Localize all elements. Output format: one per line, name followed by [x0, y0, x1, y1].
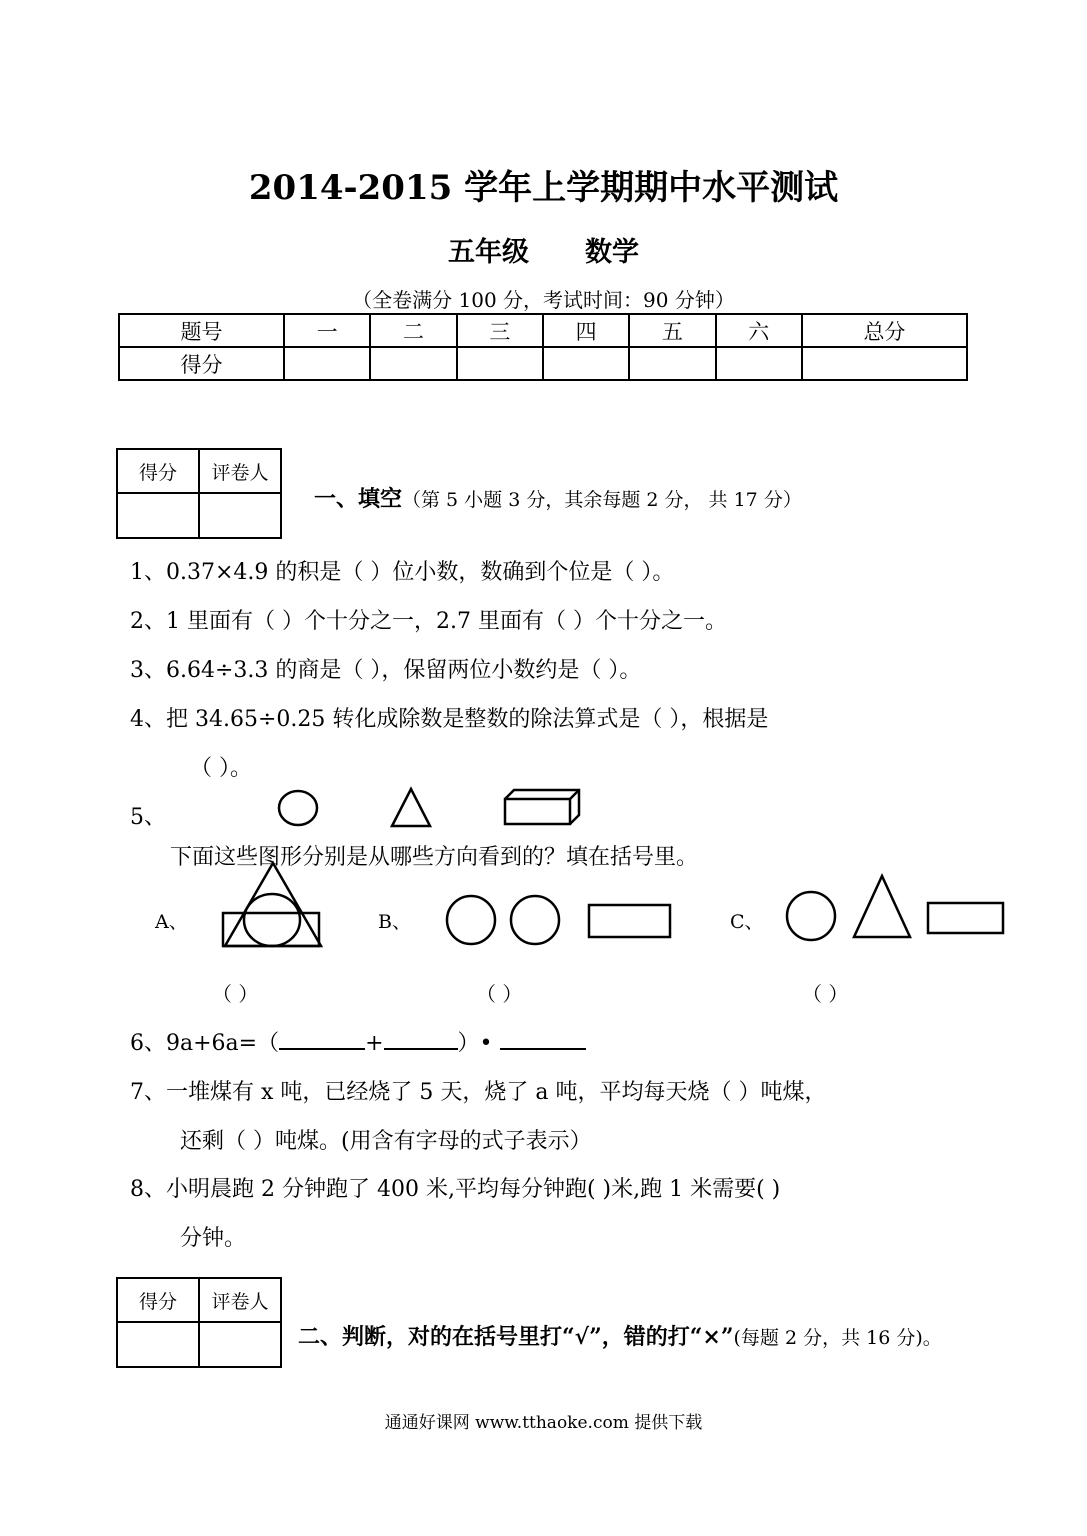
cone-icon [392, 789, 430, 826]
option-a-label: A、 [155, 911, 188, 933]
blank-line[interactable] [500, 1026, 586, 1050]
question-4-line1: 4、把 34.65÷0.25 转化成除数是整数的除法算式是（ ），根据是 [130, 707, 769, 732]
question-3: 3、6.64÷3.3 的商是（ ），保留两位小数约是（ ）。 [130, 658, 642, 683]
question-6-prefix: 6、9a+6a=（ [130, 1031, 280, 1056]
section1-detail: （第 5 小题 3 分，其余每题 2 分， 共 17 分） [402, 489, 802, 511]
grader-box-grader-label: 评卷人 [199, 449, 281, 493]
option-b-figure [447, 896, 670, 944]
question-7-line1: 7、一堆煤有 x 吨，已经烧了 5 天，烧了 a 吨，平均每天烧（ ）吨煤， [130, 1080, 827, 1105]
footer-credit: 通通好课网 www.tthaoke.com 提供下载 [384, 1413, 703, 1433]
score-table-cell: 一 [284, 314, 370, 347]
option-c-label: C、 [730, 911, 764, 933]
option-c-blank: （ ） [802, 982, 849, 1006]
question-4-line2: （ ）。 [190, 756, 252, 781]
section2-detail: (每题 2 分，共 16 分)。 [733, 1327, 942, 1349]
grader-box-score-cell[interactable] [117, 1322, 199, 1367]
question-8-line2: 分钟。 [180, 1226, 247, 1251]
score-table-cell: 二 [370, 314, 456, 347]
question-8-line1: 8、小明晨跑 2 分钟跑了 400 米,平均每分钟跑( )米,跑 1 米需要( ) [130, 1177, 781, 1202]
score-table-cell: 六 [716, 314, 802, 347]
option-b-blank: （ ） [476, 982, 523, 1006]
grader-box-score-label: 得分 [117, 1278, 199, 1322]
question-5-text: 下面这些图形分别是从哪些方向看到的？填在括号里。 [170, 845, 699, 870]
grader-box-section2 [116, 1277, 282, 1368]
exam-note: （全卷满分 100 分，考试时间：90 分钟） [352, 288, 735, 312]
score-table-cell: 五 [629, 314, 715, 347]
blank-line[interactable] [384, 1026, 458, 1050]
score-table-cell: 四 [543, 314, 629, 347]
section2-title: 二、判断，对的在括号里打“√”，错的打“×” [298, 1324, 734, 1350]
score-table-cell: 总分 [802, 314, 967, 347]
option-c-figure [787, 876, 1003, 940]
score-table-cell: 三 [457, 314, 543, 347]
option-b-label: B、 [378, 911, 411, 933]
subject-label: 数学 [585, 237, 639, 268]
grade-label: 五年级 [448, 237, 529, 268]
question-7-line2: 还剩（ ）吨煤。(用含有字母的式子表示） [180, 1129, 592, 1154]
blank-line[interactable] [279, 1026, 365, 1050]
score-table-cell: 题号 [119, 314, 284, 347]
question-5-number: 5、 [130, 805, 166, 830]
sphere-icon [279, 791, 317, 825]
question-6 [130, 1026, 586, 1057]
score-table-cell: 得分 [119, 347, 284, 380]
option-a-figure [223, 863, 321, 946]
section2-heading [298, 1320, 942, 1351]
grader-box-score-label: 得分 [117, 449, 199, 493]
option-a-blank: （ ） [212, 982, 259, 1006]
grader-box-grader-cell[interactable] [199, 1322, 281, 1367]
question-6-plus: + [365, 1031, 384, 1056]
question-6-dot: ）• [457, 1031, 493, 1056]
grader-box-grader-label: 评卷人 [199, 1278, 281, 1322]
question-1: 1、0.37×4.9 的积是（ ）位小数，数确到个位是（ ）。 [130, 560, 675, 585]
question-2: 2、1 里面有（ ）个十分之一，2.7 里面有（ ）个十分之一。 [130, 609, 727, 634]
section1-title: 一、填空 [314, 486, 403, 512]
cuboid-icon [505, 790, 579, 824]
exam-title: 2014-2015 学年上学期期中水平测试 [248, 168, 839, 208]
